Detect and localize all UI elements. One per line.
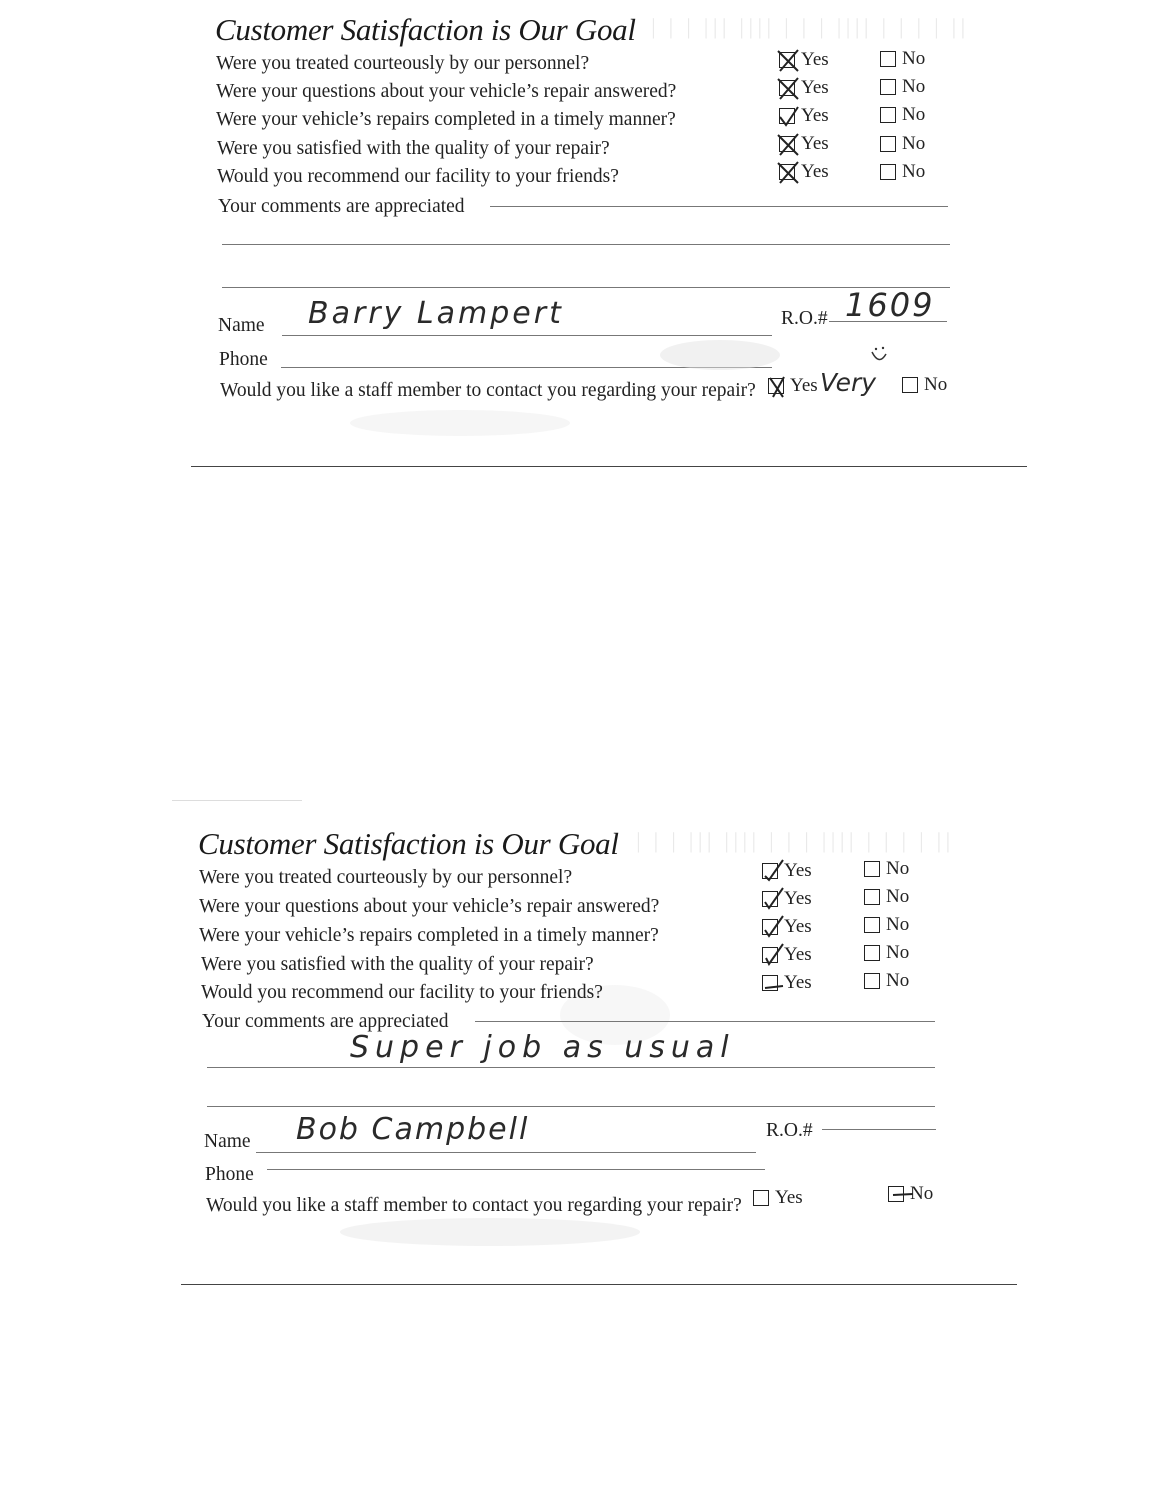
yes-label: Yes bbox=[784, 888, 812, 909]
no-label: No bbox=[902, 104, 926, 125]
question-2: Were your questions about your vehicle’s repair answered? bbox=[199, 896, 660, 917]
comments-line-2[interactable] bbox=[207, 1067, 935, 1068]
checkbox-check-mark-icon bbox=[759, 942, 785, 968]
yes-label: Yes bbox=[801, 49, 829, 70]
checkbox-check-mark-icon bbox=[759, 914, 785, 940]
q3-yes-checkbox[interactable] bbox=[762, 919, 778, 935]
yes-label: Yes bbox=[784, 916, 812, 937]
yes-label: Yes bbox=[801, 77, 829, 98]
q5-no-option[interactable] bbox=[864, 970, 909, 992]
yes-label: Yes bbox=[790, 375, 818, 396]
q3-yes-option[interactable] bbox=[762, 916, 812, 938]
yes-label: Yes bbox=[784, 860, 812, 881]
q5-yes-option[interactable] bbox=[762, 972, 812, 994]
yes-label: Yes bbox=[784, 972, 812, 993]
q4-yes-checkbox[interactable] bbox=[762, 947, 778, 963]
contact-question: Would you like a staff member to contact you regarding your repair? bbox=[220, 380, 756, 401]
q2-no-option[interactable] bbox=[864, 886, 909, 908]
comments-line-1[interactable] bbox=[475, 1021, 935, 1022]
q2-no-checkbox[interactable] bbox=[864, 889, 880, 905]
question-1: Were you treated courteously by our personnel? bbox=[199, 867, 573, 888]
phone-label: Phone bbox=[205, 1164, 254, 1185]
card-title: Customer Satisfaction is Our Goal bbox=[198, 826, 619, 861]
no-label: No bbox=[886, 886, 910, 907]
no-label: No bbox=[902, 76, 926, 97]
phone-line[interactable] bbox=[267, 1169, 765, 1170]
name-handwriting: Bob Campbell bbox=[296, 1112, 530, 1147]
no-label: No bbox=[886, 970, 910, 991]
question-5: Would you recommend our facility to your friends? bbox=[201, 982, 603, 1003]
checkbox-check-mark-icon bbox=[759, 886, 785, 912]
no-label: No bbox=[902, 133, 926, 154]
ro-label: R.O.# bbox=[766, 1120, 813, 1141]
yes-label: Yes bbox=[801, 105, 829, 126]
question-3: Were your vehicle’s repairs completed in a timely manner? bbox=[216, 109, 676, 130]
question-2: Were your questions about your vehicle’s repair answered? bbox=[216, 81, 677, 102]
comments-label: Your comments are appreciated bbox=[202, 1011, 449, 1032]
yes-label: Yes bbox=[784, 944, 812, 965]
question-1: Were you treated courteously by our personnel? bbox=[216, 53, 590, 74]
no-label: No bbox=[902, 48, 926, 69]
q2-yes-option[interactable] bbox=[762, 888, 812, 910]
q2-yes-checkbox[interactable] bbox=[762, 891, 778, 907]
no-label: No bbox=[886, 914, 910, 935]
contact-yes-option[interactable] bbox=[753, 1187, 803, 1209]
ro-handwriting: 1609 bbox=[845, 286, 935, 324]
q4-no-option[interactable] bbox=[864, 942, 909, 964]
no-label: No bbox=[910, 1183, 934, 1204]
question-4: Were you satisfied with the quality of your repair? bbox=[217, 138, 610, 159]
card-title: Customer Satisfaction is Our Goal bbox=[215, 12, 636, 47]
name-line[interactable] bbox=[256, 1152, 756, 1153]
contact-note-handwriting: Very bbox=[820, 368, 877, 397]
q1-no-checkbox[interactable] bbox=[864, 861, 880, 877]
card-bottom-edge bbox=[181, 1284, 1017, 1285]
phone-label: Phone bbox=[219, 349, 268, 370]
q5-yes-checkbox[interactable] bbox=[762, 975, 778, 991]
contact-no-option[interactable] bbox=[888, 1183, 933, 1205]
checkbox-check-mark-icon bbox=[759, 858, 785, 884]
question-4: Were you satisfied with the quality of your repair? bbox=[201, 954, 594, 975]
watermark-text: | | | ||| |||| | | | |||| | | | | || bbox=[635, 828, 954, 853]
no-label: No bbox=[886, 858, 910, 879]
contact-no-checkbox[interactable] bbox=[888, 1186, 904, 1202]
q5-no-checkbox[interactable] bbox=[864, 973, 880, 989]
name-handwriting: Barry Lampert bbox=[308, 296, 564, 331]
yes-label: Yes bbox=[801, 161, 829, 182]
q4-no-checkbox[interactable] bbox=[864, 945, 880, 961]
question-3: Were your vehicle’s repairs completed in a timely manner? bbox=[199, 925, 659, 946]
q3-no-checkbox[interactable] bbox=[864, 917, 880, 933]
q1-no-option[interactable] bbox=[864, 858, 909, 880]
contact-yes-checkbox[interactable] bbox=[753, 1190, 769, 1206]
watermark-text: | | | ||| |||| | | | |||| | | | | || bbox=[650, 14, 969, 39]
checkbox-check-mark-icon bbox=[885, 1181, 911, 1207]
q1-yes-option[interactable] bbox=[762, 860, 812, 882]
ro-line[interactable] bbox=[822, 1129, 936, 1130]
comments-label: Your comments are appreciated bbox=[218, 196, 465, 217]
name-label: Name bbox=[204, 1131, 251, 1152]
q3-no-option[interactable] bbox=[864, 914, 909, 936]
q1-yes-checkbox[interactable] bbox=[762, 863, 778, 879]
no-label: No bbox=[924, 374, 948, 395]
question-5: Would you recommend our facility to your friends? bbox=[217, 166, 619, 187]
no-label: No bbox=[902, 161, 926, 182]
q4-yes-option[interactable] bbox=[762, 944, 812, 966]
yes-label: Yes bbox=[801, 133, 829, 154]
comments-handwriting: Super job as usual bbox=[350, 1030, 735, 1065]
contact-question: Would you like a staff member to contact you regarding your repair? bbox=[206, 1195, 742, 1216]
ro-label: R.O.# bbox=[781, 308, 828, 329]
name-label: Name bbox=[218, 315, 265, 336]
no-label: No bbox=[886, 942, 910, 963]
yes-label: Yes bbox=[775, 1187, 803, 1208]
checkbox-check-mark-icon bbox=[759, 970, 785, 996]
comments-line-3[interactable] bbox=[207, 1106, 935, 1107]
card-top-edge bbox=[172, 800, 302, 801]
